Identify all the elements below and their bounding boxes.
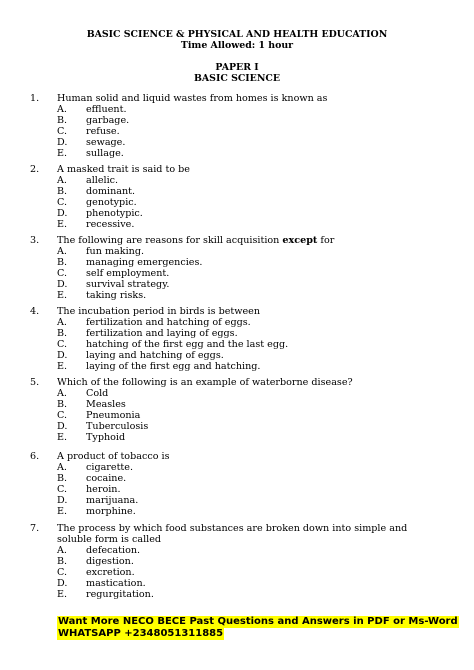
option-letter: B.: [57, 257, 68, 268]
option-letter: A.: [57, 246, 67, 257]
option-letter: C.: [57, 339, 68, 350]
option-text: excretion.: [86, 567, 135, 578]
promo-banner-line-1: Want More NECO BECE Past Questions and Answers in PDF or Ms-Word: [58, 616, 458, 627]
option-text: digestion.: [86, 556, 134, 567]
option-text: sewage.: [86, 137, 126, 148]
question-number: 4.: [30, 306, 40, 317]
option-text: regurgitation.: [86, 589, 154, 600]
question-text: A product of tobacco is: [57, 451, 170, 462]
option-text: self employment.: [86, 268, 170, 279]
option-text: morphine.: [86, 506, 136, 517]
question-number: 6.: [30, 451, 40, 462]
option-letter: E.: [57, 432, 68, 443]
question-text: The process by which food substances are broken down into simple and soluble form is called: [57, 523, 408, 545]
option-letter: E.: [57, 589, 68, 600]
subject-label: BASIC SCIENCE: [193, 73, 281, 84]
option-text: genotypic.: [86, 197, 137, 208]
option-letter: A.: [57, 104, 67, 115]
question-number: 7.: [30, 523, 40, 534]
option-letter: C.: [57, 126, 68, 137]
option-letter: E.: [57, 506, 68, 517]
option-text: fertilization and laying of eggs.: [86, 328, 238, 339]
option-letter: D.: [57, 350, 68, 361]
question-number: 5.: [30, 377, 40, 388]
promo-whatsapp-line: WHATSAPP +2348051311885: [58, 628, 224, 639]
option-text: Pneumonia: [86, 410, 141, 421]
option-letter: A.: [57, 388, 67, 399]
option-letter: C.: [57, 567, 68, 578]
option-letter: B.: [57, 556, 68, 567]
option-text: cigarette.: [86, 462, 134, 473]
question-text-start: The following are reasons for skill acquisition: [57, 235, 283, 246]
time-allowed: Time Allowed: 1 hour: [180, 40, 294, 51]
option-letter: D.: [57, 495, 68, 506]
paper-label: PAPER I: [215, 62, 259, 73]
option-text: Tuberculosis: [86, 421, 149, 432]
option-text: garbage.: [86, 115, 130, 126]
option-text: refuse.: [86, 126, 120, 137]
option-text: mastication.: [86, 578, 146, 589]
option-text: dominant.: [86, 186, 136, 197]
option-text: laying of the first egg and hatching.: [86, 361, 261, 372]
exam-title: BASIC SCIENCE & PHYSICAL AND HEALTH EDUCATION: [86, 29, 388, 40]
question-text: Human solid and liquid wastes from homes is known as: [57, 93, 328, 104]
option-letter: B.: [57, 328, 68, 339]
emphasis-except: except: [282, 235, 318, 246]
option-text: Typhoid: [86, 432, 126, 443]
option-text: hatching of the first egg and the last egg.: [86, 339, 289, 350]
option-letter: A.: [57, 175, 67, 186]
option-letter: D.: [57, 578, 68, 589]
option-letter: E.: [57, 148, 68, 159]
option-text: laying and hatching of eggs.: [86, 350, 224, 361]
option-text: heroin.: [86, 484, 121, 495]
question-text: A masked trait is said to be: [57, 164, 190, 175]
question-text: The incubation period in birds is between: [57, 306, 261, 317]
option-letter: B.: [57, 115, 68, 126]
option-letter: C.: [57, 197, 68, 208]
option-letter: D.: [57, 208, 68, 219]
option-text: effluent.: [86, 104, 127, 115]
question-text: [57, 235, 427, 246]
question-text: Which of the following is an example of waterborne disease?: [57, 377, 353, 388]
question-text-end: for: [317, 235, 335, 246]
option-text: taking risks.: [86, 290, 147, 301]
option-letter: D.: [57, 279, 68, 290]
option-letter: C.: [57, 484, 68, 495]
option-text: fun making.: [86, 246, 145, 257]
option-letter: A.: [57, 462, 67, 473]
option-letter: E.: [57, 361, 68, 372]
option-text: Measles: [86, 399, 126, 410]
option-text: survival strategy.: [86, 279, 170, 290]
option-letter: C.: [57, 268, 68, 279]
question-number: 3.: [30, 235, 40, 246]
option-text: Cold: [86, 388, 109, 399]
option-letter: D.: [57, 137, 68, 148]
option-text: sullage.: [86, 148, 124, 159]
option-letter: B.: [57, 399, 68, 410]
option-letter: B.: [57, 473, 68, 484]
option-text: cocaine.: [86, 473, 127, 484]
option-text: fertilization and hatching of eggs.: [86, 317, 251, 328]
option-text: allelic.: [86, 175, 119, 186]
option-letter: C.: [57, 410, 68, 421]
question-number: 2.: [30, 164, 40, 175]
option-text: defecation.: [86, 545, 141, 556]
option-letter: E.: [57, 219, 68, 230]
option-letter: A.: [57, 317, 67, 328]
option-text: recessive.: [86, 219, 135, 230]
option-text: phenotypic.: [86, 208, 143, 219]
option-letter: B.: [57, 186, 68, 197]
option-letter: E.: [57, 290, 68, 301]
option-letter: D.: [57, 421, 68, 432]
question-number: 1.: [30, 93, 40, 104]
option-text: managing emergencies.: [86, 257, 203, 268]
option-text: marijuana.: [86, 495, 139, 506]
option-letter: A.: [57, 545, 67, 556]
